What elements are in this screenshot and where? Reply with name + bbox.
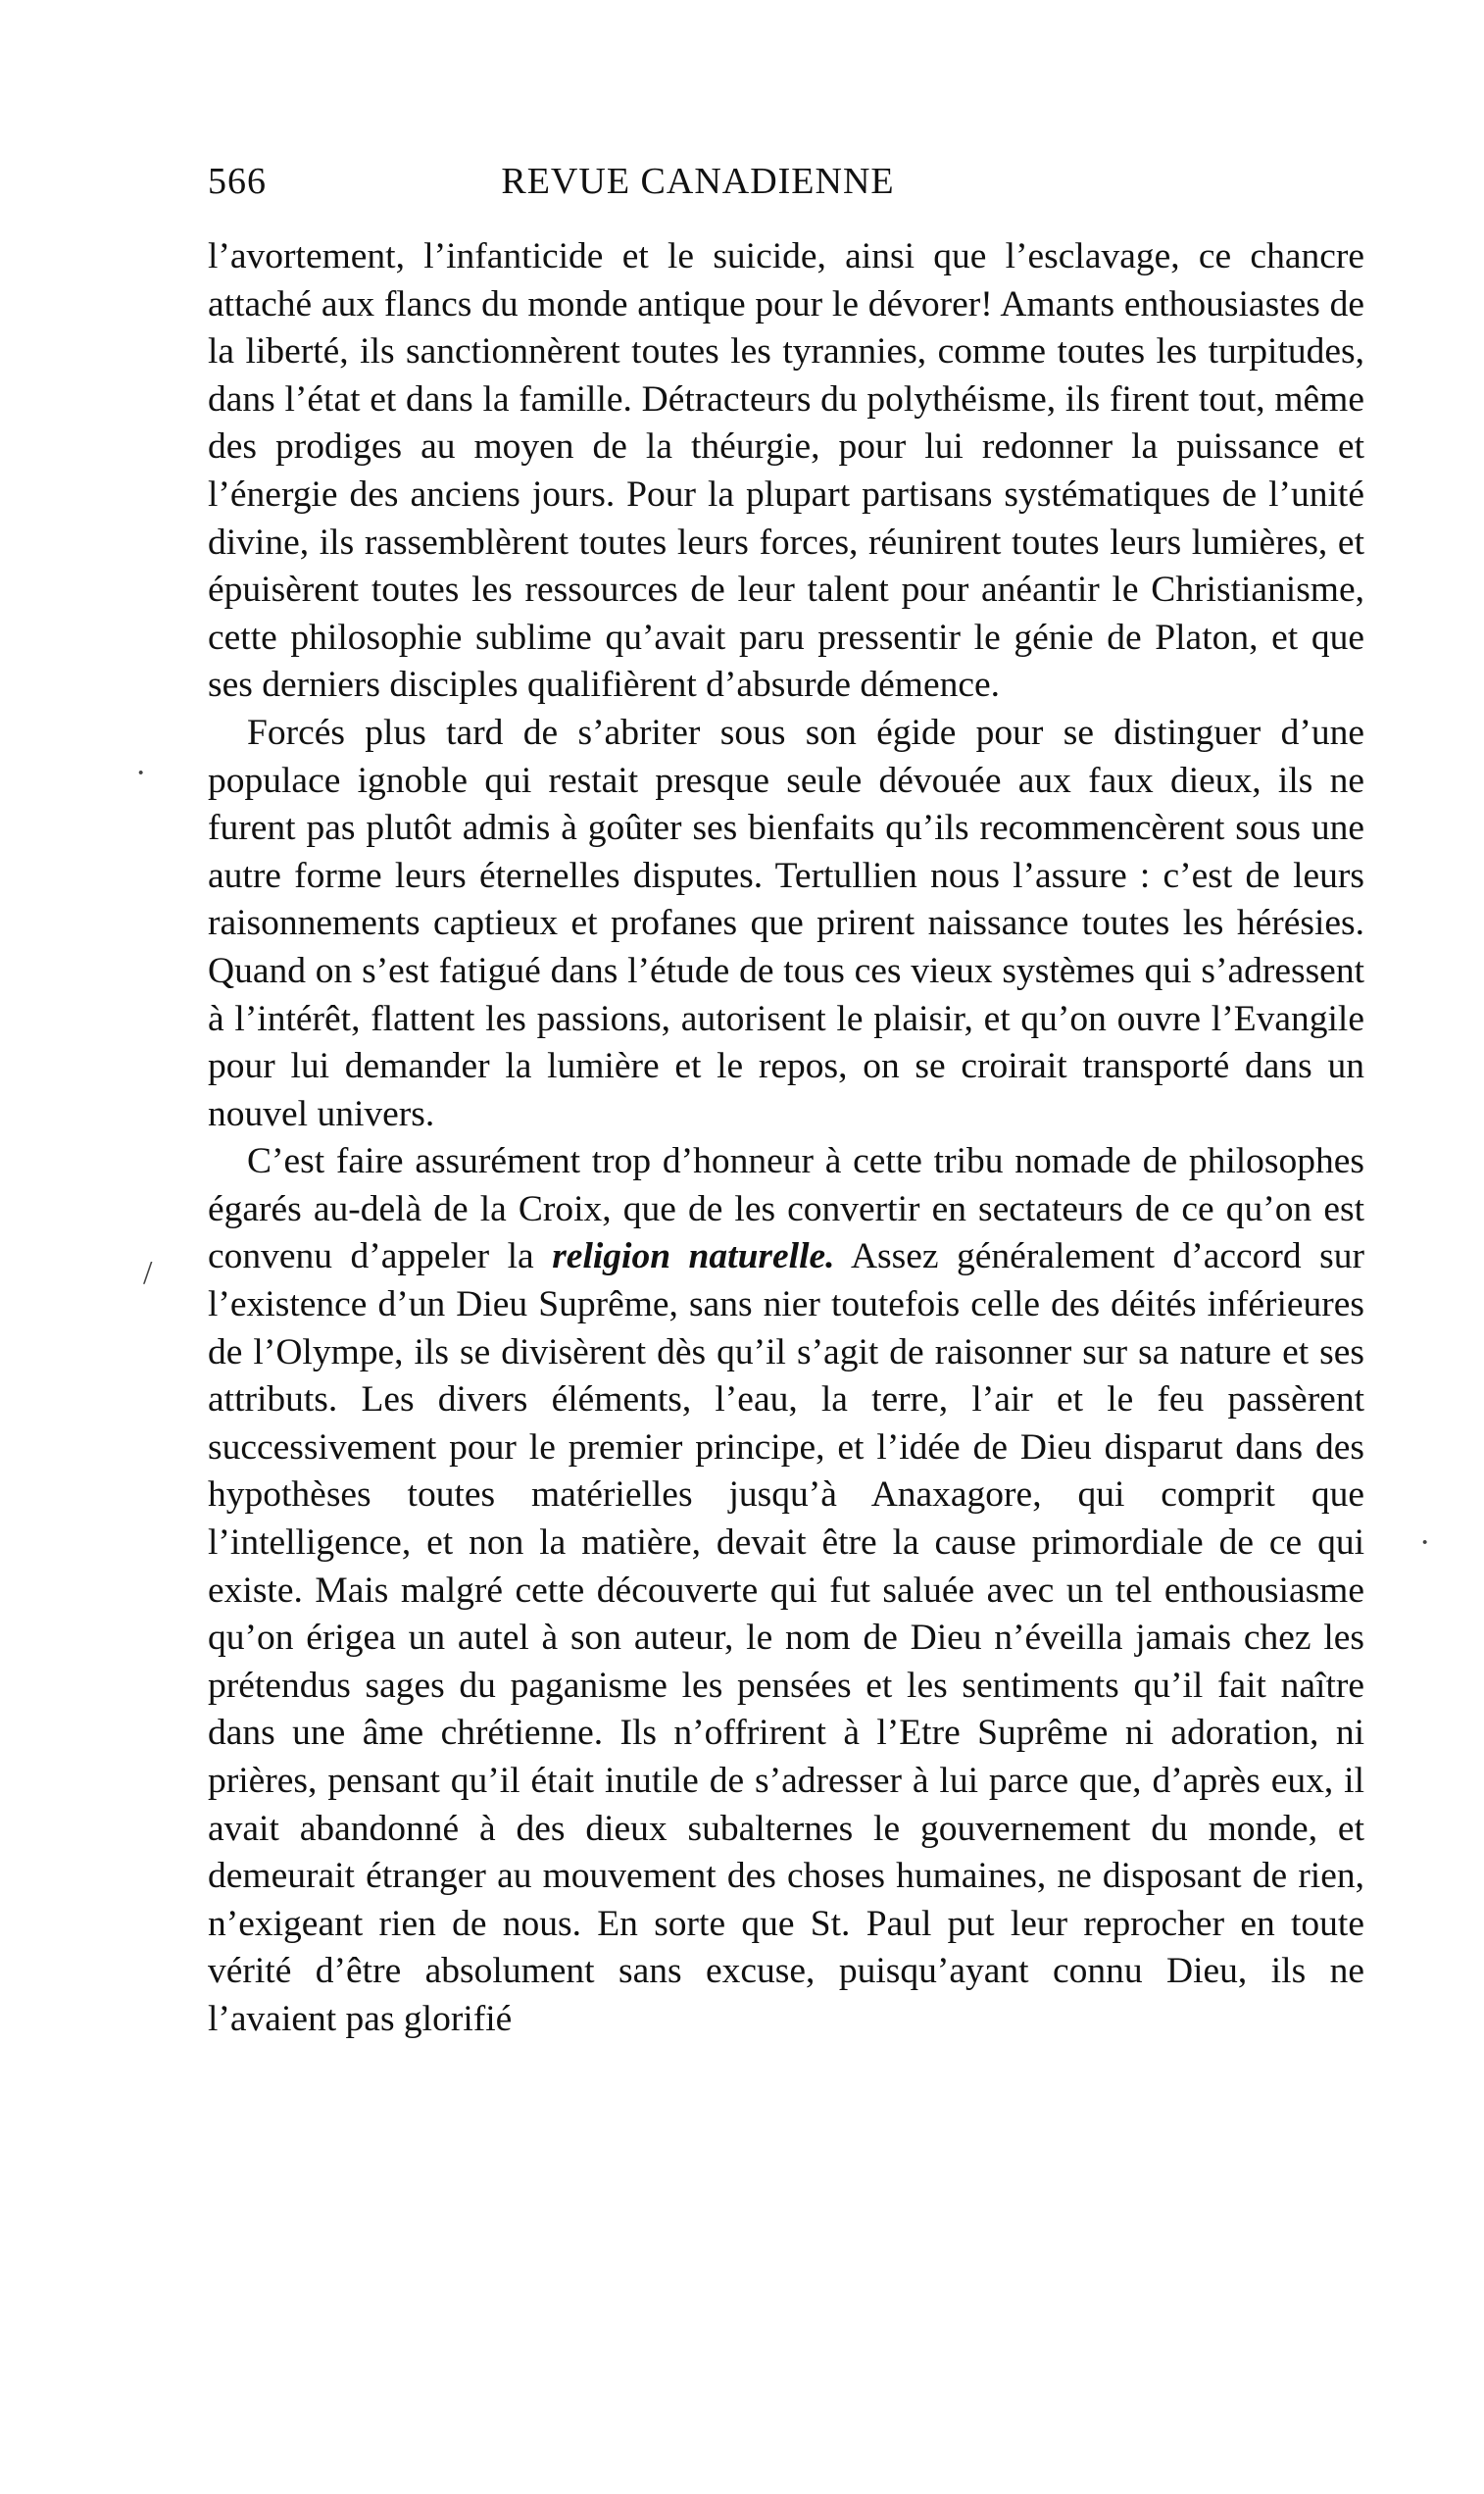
margin-mark: · (135, 755, 147, 791)
page-body (208, 233, 1364, 2044)
paragraph-1: l’avortement, l’infanticide et le suicide, ainsi que l’esclavage, ce chancre attaché aux flancs du monde antique pour le dévorer! Amants enthousiastes de la liberté, ils sanctionnèrent toutes les tyrannies, comme toutes les turpitudes, dans l’état et dans la famille. Détracteurs du polythéisme, ils firent tout, même des prodiges au moyen de la théurgie, pour lui redonner la puissance et l’énergie des anciens jours. Pour la plupart partisans systématiques de l’unité divine, ils rassemblèrent toutes leurs forces, réunirent toutes leurs lumières, et épuisèrent toutes les ressources de leur talent pour anéantir le Christianisme, cette philosophie sublime qu’avait paru pressentir le génie de Platon, et que ses derniers disciples qualifièrent d’absurde démence. (208, 236, 1364, 706)
italic-phrase: religion naturelle. (552, 1236, 835, 1277)
margin-mark: / (143, 1255, 153, 1291)
paragraph-3-text-after: Assez généralement d’accord sur l’existence d’un Dieu Suprême, sans nier toutefois celle des déités inférieures de l’Olympe, ils se divisèrent dès qu’il s’agit de raisonner sur sa nature et ses attributs. Les divers éléments, l’eau, la terre, l’air et le feu passèrent successivement pour le premier principe, et l’idée de Dieu disparut dans des hypothèses toutes matérielles jusqu’à Anaxagore, qui comprit que l’intelligence, et non la matière, devait être la cause primordiale de ce qui existe. Mais malgré cette découverte qui fut saluée avec un tel enthousiasme qu’on érigea un autel à son auteur, le nom de Dieu n’éveilla jamais chez les prétendus sages du paganisme les pensées et les sentiments qu’il fait naître dans une âme chrétienne. Ils n’offrirent à l’Etre Suprême ni adoration, ni prières, pensant qu’il était inutile de s’adresser à lui parce que, d’après eux, il avait abandonné à des dieux subalternes le gouvernement du monde, et demeurait étranger au mouvement des choses humaines, ne disposant de rien, n’exigeant rien de nous. En sorte que St. Paul put leur reprocher en toute vérité d’être absolument sans excuse, puisqu’ayant connu Dieu, ils ne l’avaient pas glorifié (208, 1236, 1364, 2039)
paragraph-2: Forcés plus tard de s’abriter sous son égide pour se distinguer d’une populace ignoble qui restait presque seule dévouée aux faux dieux, ils ne furent pas plutôt admis à goûter ses bienfaits qu’ils recommencèrent sous une autre forme leurs éternelles disputes. Tertullien nous l’assure : c’est de leurs raisonnements captieux et profanes que prirent naissance toutes les hérésies. Quand on s’est fatigué dans l’étude de tous ces vieux systèmes qui s’adressent à l’intérêt, flattent les passions, autorisent le plaisir, et qu’on ouvre l’Evangile pour lui demander la lumière et le repos, on se croirait transporté dans un nouvel univers. (208, 712, 1364, 1134)
paragraph-3 (208, 1138, 1364, 2043)
paragraph-3-text-before: C’est faire assurément trop d’honneur à cette tribu nomade de philosophes égarés au-delà de la Croix, que de les convertir en sectateurs de ce qu’on est convenu d’appeler la (208, 1141, 1364, 1277)
page-header (208, 152, 1364, 211)
page-number: 566 (208, 161, 267, 202)
running-title: REVUE CANADIENNE (501, 161, 895, 202)
margin-mark: · (1419, 1524, 1431, 1561)
